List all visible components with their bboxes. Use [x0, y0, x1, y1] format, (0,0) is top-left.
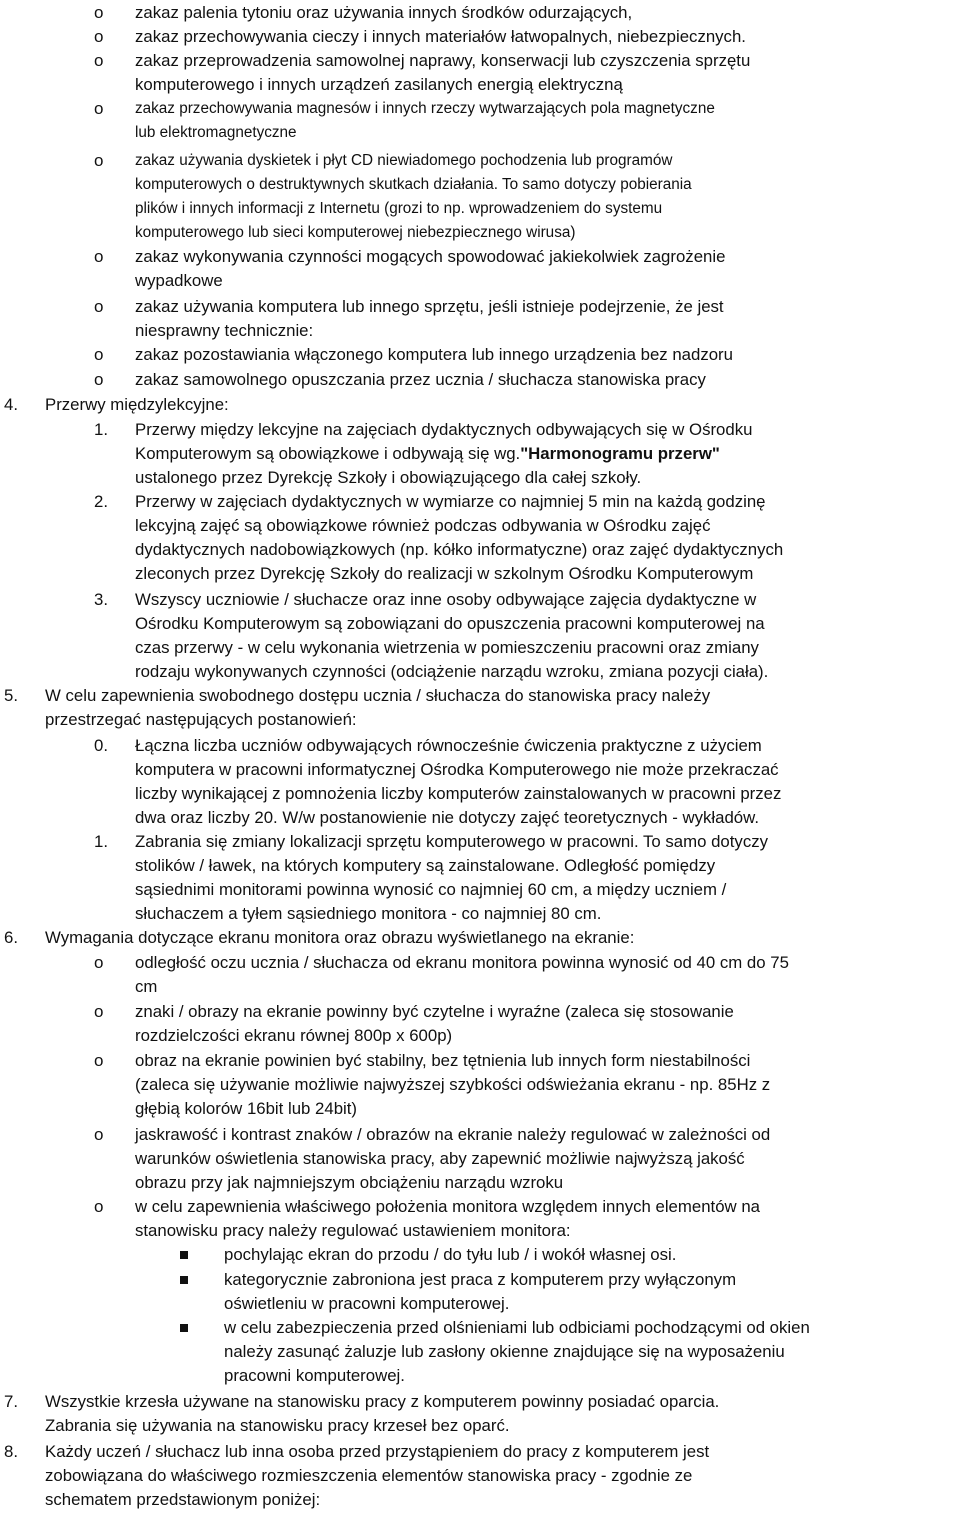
item-line: lekcyjną zajęć są obowiązkowe również podczas odbywania w Ośrodku zajęć	[135, 516, 711, 535]
section-number: 8.	[4, 1442, 18, 1461]
item-number: 1.	[94, 420, 108, 439]
section-line: Każdy uczeń / słuchacz lub inna osoba przed przystąpieniem do pracy z komputerem jest	[45, 1442, 710, 1461]
item-line: Przerwy w zajęciach dydaktycznych w wymiarze co najmniej 5 min na każdą godzinę	[135, 492, 766, 511]
list-item-line: obraz na ekranie powinien być stabilny, bez tętnienia lub innych form niestabilności	[135, 1051, 751, 1070]
square-bullet-icon	[180, 1276, 188, 1284]
sub-item-line: kategorycznie zabroniona jest praca z komputerem przy wyłączonym	[224, 1270, 737, 1289]
item-number: 1.	[94, 832, 108, 851]
section-number: 5.	[4, 686, 18, 705]
section-line: przestrzegać następujących postanowień:	[45, 710, 357, 729]
bullet-marker: o	[94, 27, 104, 46]
square-bullet-icon	[180, 1251, 188, 1259]
item-number: 2.	[94, 492, 108, 511]
bullet-marker: o	[94, 297, 104, 316]
list-item-line: plików i innych informacji z Internetu (grozi to np. wprowadzeniem do systemu	[135, 200, 663, 217]
list-item-line: znaki / obrazy na ekranie powinny być czytelne i wyraźne (zaleca się stosowanie	[135, 1002, 734, 1021]
square-bullet-icon	[180, 1324, 188, 1332]
item-text: Komputerowym są obowiązkowe i odbywają się wg.	[135, 444, 521, 463]
list-item-line: zakaz używania dyskietek i płyt CD niewiadomego pochodzenia lub programów	[135, 152, 673, 169]
list-item-line: komputerowego i innych urządzeń zasilanych energią elektryczną	[135, 75, 623, 94]
harmonogram-emphasis: "Harmonogramu przerw"	[520, 444, 720, 463]
list-item-line: zakaz przechowywania magnesów i innych rzeczy wytwarzających pola magnetyczne	[135, 100, 715, 117]
sub-item-line: należy zasunąć żaluzje lub zasłony okienne znajdujące się na wyposażeniu	[224, 1342, 785, 1361]
list-item-line: stanowisku pracy należy regulować ustawieniem monitora:	[135, 1221, 571, 1240]
list-item-line: lub elektromagnetyczne	[135, 124, 297, 141]
list-item-line: zakaz samowolnego opuszczania przez ucznia / słuchacza stanowiska pracy	[135, 370, 706, 389]
section-line: Wszystkie krzesła używane na stanowisku pracy z komputerem powinny posiadać oparcia.	[45, 1392, 720, 1411]
list-item-line: zakaz pozostawiania włączonego komputera lub innego urządzenia bez nadzoru	[135, 345, 733, 364]
item-number: 3.	[94, 590, 108, 609]
bullet-marker: o	[94, 953, 104, 972]
item-line: Zabrania się zmiany lokalizacji sprzętu komputerowego w pracowni. To samo dotyczy	[135, 832, 768, 851]
list-item-line: odległość oczu ucznia / słuchacza od ekranu monitora powinna wynosić od 40 cm do 75	[135, 953, 789, 972]
bullet-marker: o	[94, 247, 104, 266]
list-item-line: w celu zapewnienia właściwego położenia monitora względem innych elementów na	[135, 1197, 760, 1216]
sub-item-line: oświetleniu w pracowni komputerowej.	[224, 1294, 510, 1313]
item-line	[135, 444, 720, 464]
bullet-marker: o	[94, 345, 104, 364]
list-item-line: komputerowego lub sieci komputerowej niebezpiecznego wirusa)	[135, 224, 576, 241]
sub-item-line: w celu zabezpieczenia przed olśnieniami lub odbiciami pochodzącymi od okien	[224, 1318, 810, 1337]
section-line: W celu zapewnienia swobodnego dostępu ucznia / słuchacza do stanowiska pracy należy	[45, 686, 711, 705]
bullet-marker: o	[94, 1197, 104, 1216]
list-item-line: zakaz przeprowadzenia samowolnej naprawy, konserwacji lub czyszczenia sprzętu	[135, 51, 751, 70]
list-item-line: cm	[135, 977, 158, 996]
section-number: 7.	[4, 1392, 18, 1411]
bullet-marker: o	[94, 99, 104, 118]
item-line: ustalonego przez Dyrekcję Szkoły i obowiązującego dla całej szkoły.	[135, 468, 642, 487]
bullet-marker: o	[94, 1051, 104, 1070]
item-line: Ośrodku Komputerowym są zobowiązani do opuszczenia pracowni komputerowej na	[135, 614, 765, 633]
item-number: 0.	[94, 736, 108, 755]
section-title: Wymagania dotyczące ekranu monitora oraz obrazu wyświetlanego na ekranie:	[45, 928, 635, 947]
section-line: Zabrania się używania na stanowisku pracy krzeseł bez oparć.	[45, 1416, 510, 1435]
bullet-marker: o	[94, 3, 104, 22]
list-item-line: zakaz używania komputera lub innego sprzętu, jeśli istnieje podejrzenie, że jest	[135, 297, 724, 316]
list-item-line: zakaz przechowywania cieczy i innych materiałów łatwopalnych, niebezpiecznych.	[135, 27, 746, 46]
section-number: 4.	[4, 395, 18, 414]
item-line: Wszyscy uczniowie / słuchacze oraz inne osoby odbywające zajęcia dydaktyczne w	[135, 590, 757, 609]
item-line: rodzaju wykonywanych czynności (odciążenie narządu wzroku, zmiana pozycji ciała).	[135, 662, 769, 681]
item-line: Przerwy między lekcyjne na zajęciach dydaktycznych odbywających się w Ośrodku	[135, 420, 753, 439]
bullet-marker: o	[94, 151, 104, 170]
list-item-line: rozdzielczości ekranu równej 800p x 600p)	[135, 1026, 453, 1045]
section-title: Przerwy międzylekcyjne:	[45, 395, 229, 414]
bullet-marker: o	[94, 370, 104, 389]
list-item-line: niesprawny technicznie:	[135, 321, 314, 340]
item-line: sąsiednimi monitorami powinna wynosić co najmniej 60 cm, a między uczniem /	[135, 880, 727, 899]
section-number: 6.	[4, 928, 18, 947]
bullet-marker: o	[94, 1002, 104, 1021]
list-item-line: zakaz wykonywania czynności mogących spowodować jakiekolwiek zagrożenie	[135, 247, 726, 266]
item-line: Łączna liczba uczniów odbywających równocześnie ćwiczenia praktyczne z użyciem	[135, 736, 762, 755]
sub-item-line: pracowni komputerowej.	[224, 1366, 405, 1385]
item-line: zleconych przez Dyrekcję Szkoły do realizacji w szkolnym Ośrodku Komputerowym	[135, 564, 754, 583]
sub-item-line: pochylając ekran do przodu / do tyłu lub / i wokół własnej osi.	[224, 1245, 677, 1264]
list-item-line: zakaz palenia tytoniu oraz używania innych środków odurzających,	[135, 3, 633, 22]
item-line: liczby wynikającej z pomnożenia liczby komputerów zainstalowanych w pracowni przez	[135, 784, 782, 803]
item-line: słuchaczem a tyłem sąsiedniego monitora - co najmniej 80 cm.	[135, 904, 602, 923]
list-item-line: głębią kolorów 16bit lub 24bit)	[135, 1099, 358, 1118]
section-line: zobowiązana do właściwego rozmieszczenia elementów stanowiska pracy - zgodnie ze	[45, 1466, 693, 1485]
item-line: czas przerwy - w celu wykonania wietrzenia w pomieszczeniu pracowni oraz zmiany	[135, 638, 759, 657]
item-line: komputera w pracowni informatycznej Ośrodka Komputerowego nie może przekraczać	[135, 760, 779, 779]
list-item-line: warunków oświetlenia stanowiska pracy, aby zapewnić możliwie najwyższą jakość	[135, 1149, 745, 1168]
list-item-line: (zaleca się używanie możliwie najwyższej szybkości odświeżania ekranu - np. 85Hz z	[135, 1075, 771, 1094]
bullet-marker: o	[94, 51, 104, 70]
list-item-line: komputerowych o destruktywnych skutkach działania. To samo dotyczy pobierania	[135, 176, 692, 193]
item-line: stolików / ławek, na których komputery są zainstalowane. Odległość pomiędzy	[135, 856, 716, 875]
item-line: dydaktycznych nadobowiązkowych (np. kółko informatyczne) oraz zajęć dydaktycznych	[135, 540, 784, 559]
bullet-marker: o	[94, 1125, 104, 1144]
list-item-line: jaskrawość i kontrast znaków / obrazów na ekranie należy regulować w zależności od	[135, 1125, 771, 1144]
section-line: schematem przedstawionym poniżej:	[45, 1490, 321, 1509]
item-line: dwa oraz liczby 20. W/w postanowienie nie dotyczy zajęć teoretycznych - wykładów.	[135, 808, 759, 827]
list-item-line: wypadkowe	[135, 271, 223, 290]
list-item-line: obrazu przy jak najmniejszym obciążeniu narządu wzroku	[135, 1173, 564, 1192]
